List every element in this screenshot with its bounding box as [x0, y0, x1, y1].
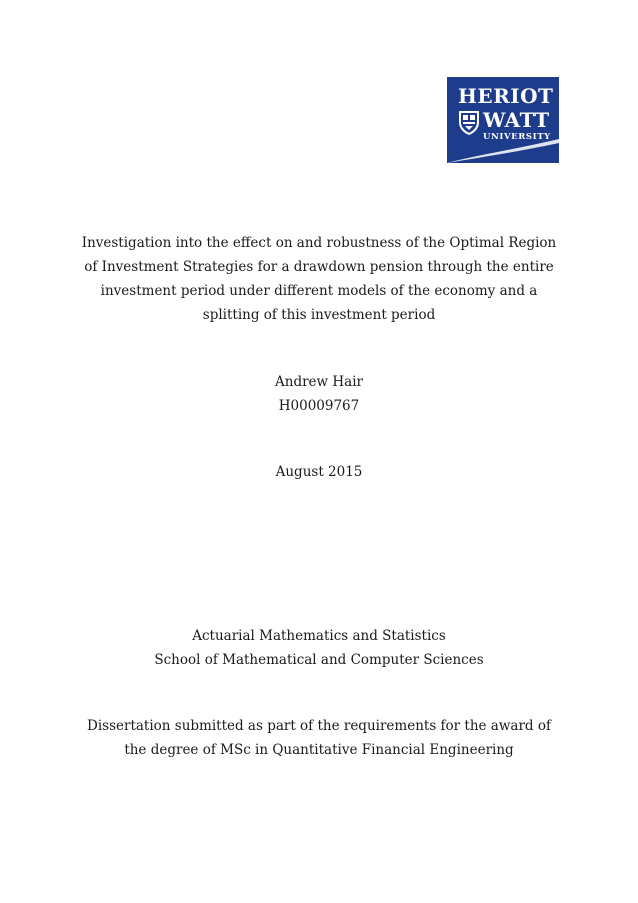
logo-text-heriot: HERIOT: [458, 84, 554, 108]
programme-name: Actuarial Mathematics and Statistics: [192, 628, 446, 644]
thesis-title: [0, 231, 638, 327]
title-line: investment period under different models of the economy and a: [100, 283, 538, 299]
author-name: Andrew Hair: [275, 374, 363, 390]
logo-swoosh: [447, 139, 559, 163]
logo-text-university: UNIVERSITY: [483, 132, 551, 142]
student-id: H00009767: [278, 398, 360, 414]
dissertation-line: Dissertation submitted as part of the requirements for the award of: [87, 718, 551, 734]
department-block: [0, 624, 638, 672]
author-block: [0, 370, 638, 418]
crest-shield-icon: [458, 110, 480, 136]
title-line: Investigation into the effect on and robustness of the Optimal Region: [81, 235, 557, 251]
logo-text-watt: WATT: [483, 108, 550, 132]
university-logo: [447, 77, 559, 163]
dissertation-line: the degree of MSc in Quantitative Financial Engineering: [124, 742, 514, 758]
submission-date: [0, 460, 638, 484]
title-line: of Investment Strategies for a drawdown pension through the entire: [84, 259, 554, 275]
school-name: School of Mathematical and Computer Sciences: [154, 652, 484, 668]
title-line: splitting of this investment period: [202, 307, 436, 323]
dissertation-statement: [0, 714, 638, 762]
date-text: August 2015: [275, 464, 363, 480]
